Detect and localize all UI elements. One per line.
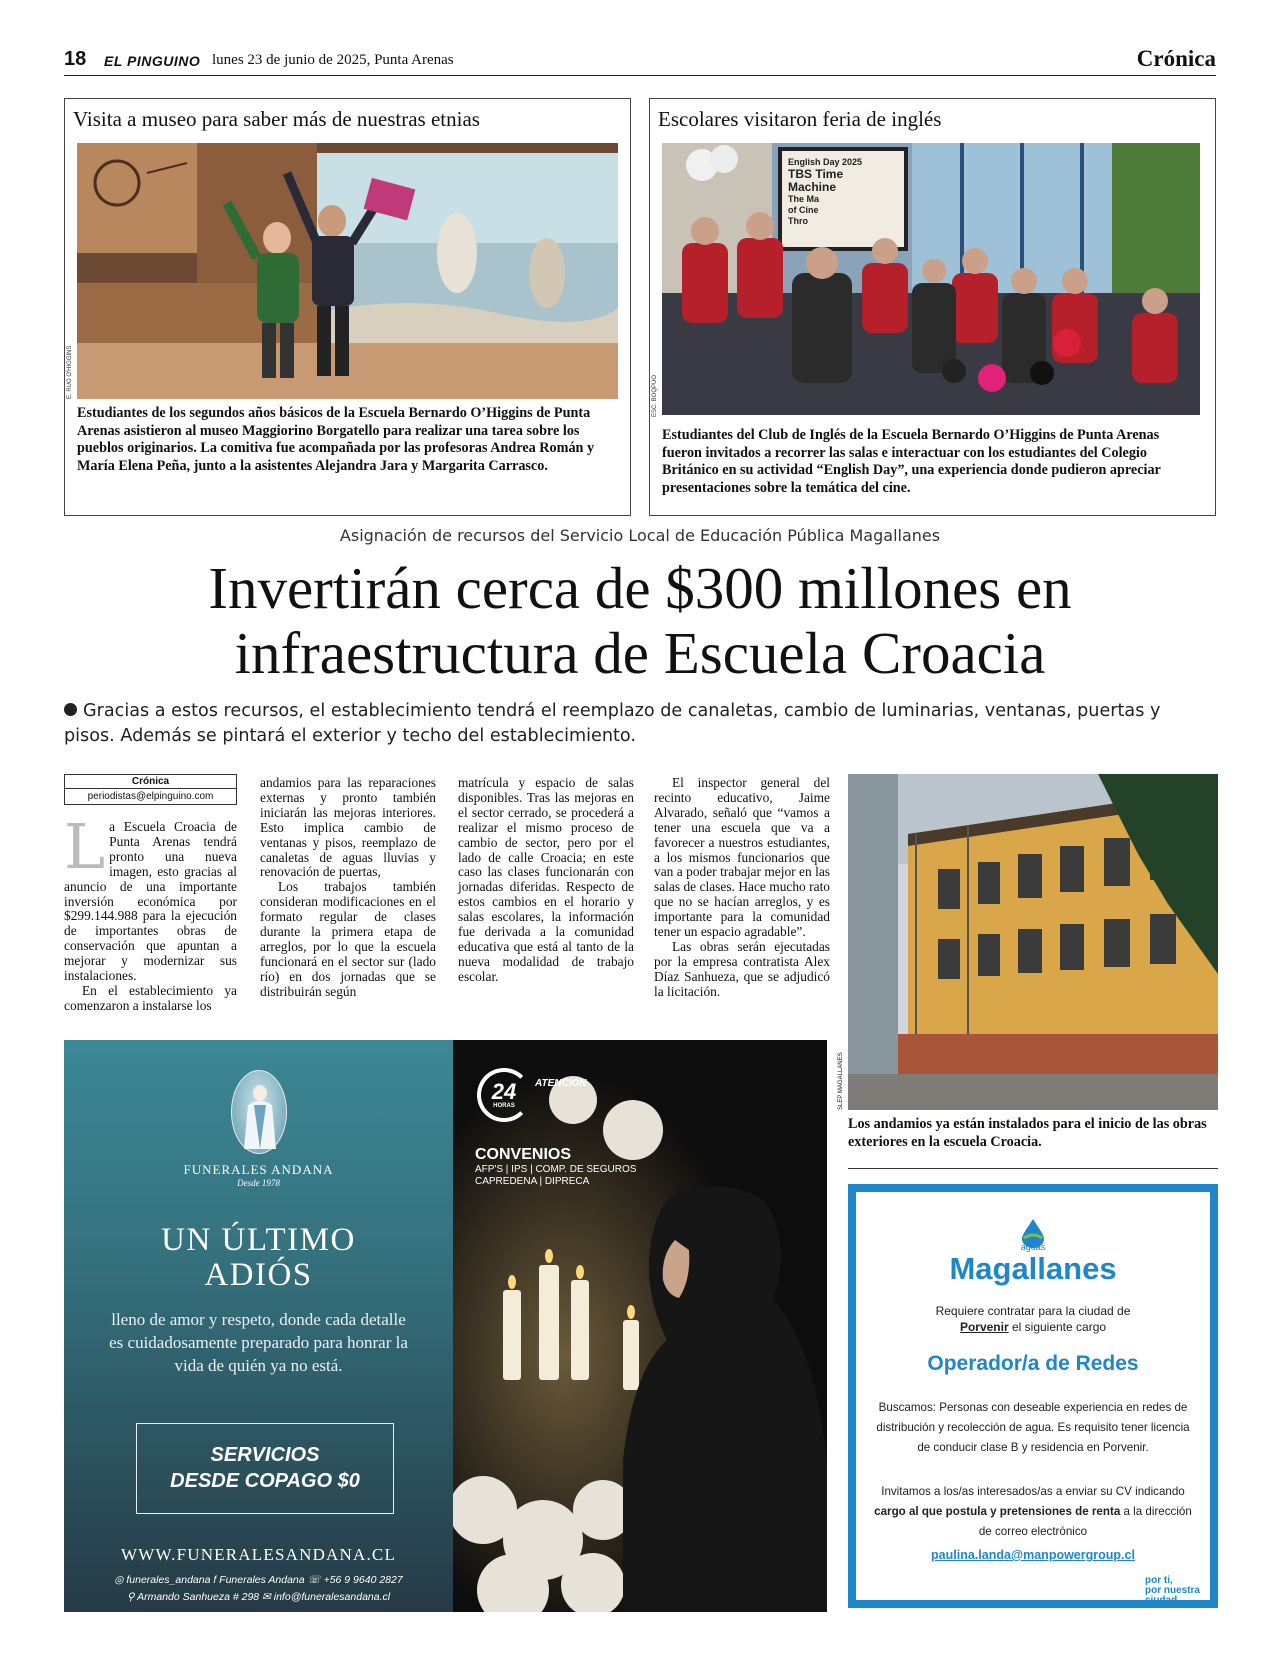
article-paragraph: andamios para las reparaciones externas y pronto también iniciarán las mejoras interiores. Esto implica cambio de ventanas y pisos, reemplazo de canaletas de aguas lluvias y renovación de puertas, xyxy=(260,775,436,880)
article-paragraph: Los trabajos también consideran modificaciones en el formato regular de clases durante la primera etapa de arreglos, por lo que la escuela funcionará en el sector sur (lado río) en dos jornadas que se distribuirán según xyxy=(260,879,436,999)
drop-cap: L xyxy=(64,810,106,883)
job-ad-aguas-magallanes[interactable] xyxy=(848,1184,1218,1608)
byline-section: Crónica xyxy=(65,775,236,789)
poster-line: TBS Time xyxy=(788,167,844,181)
poster-line: English Day 2025 xyxy=(788,157,863,167)
school-photo xyxy=(848,774,1218,1110)
funeral-ad[interactable] xyxy=(64,1040,827,1612)
funeral-ad-text: lleno de amor y respeto, donde cada detalle es cuidadosamente preparado para honrar la vida de quién ya no está. xyxy=(109,1310,408,1375)
divider xyxy=(848,1168,1218,1169)
article-headline xyxy=(64,556,1216,686)
job-city: Porvenir el siguiente cargo xyxy=(959,1320,1107,1334)
article-lead xyxy=(64,699,1216,749)
job-description: Buscamos: Personas con deseable experiencia en redes de distribución y recolección de agua. Es requisito tener licencia de conducir clase B y residencia en Porvenir. xyxy=(876,1401,1190,1454)
funeral-ad-panel xyxy=(64,1040,453,1612)
page-header xyxy=(64,46,1216,76)
headline-line: infraestructura de Escuela Croacia xyxy=(234,620,1046,686)
newspaper-logo: EL PINGUINO xyxy=(104,53,201,69)
photo-box-museum xyxy=(64,98,631,516)
english-fair-photo xyxy=(662,143,1200,415)
headline-line: Invertirán cerca de $300 millones en xyxy=(208,555,1072,621)
museum-photo xyxy=(77,143,618,399)
funeral-ad-title: UN ÚLTIMO ADIÓS xyxy=(161,1222,356,1293)
article-kicker: Asignación de recursos del Servicio Local de Educación Pública Magallanes xyxy=(339,526,941,545)
poster-line: Thro xyxy=(788,216,808,226)
article-paragraph: El inspector general del recinto educativo, Jaime Alvarado, señaló que “vamos a tener una escuela que va a favorecer a nuestros estudiantes, a los mismos funcionarios que van a poder trabajar mejor en las salas de clases. Hace mucho rato que no se hacían arreglos, y es importante para la comunidad tener un espacio agradable”. xyxy=(654,775,830,940)
byline-box xyxy=(64,774,237,805)
photo-box-english-fair xyxy=(649,98,1216,516)
date-line: lunes 23 de junio de 2025, Punta Arenas xyxy=(212,52,454,68)
english-fair-photo-image xyxy=(662,143,1200,415)
funeral-brand: FUNERALES ANDANA xyxy=(183,1162,334,1177)
funeral-website-link[interactable]: WWW.FUNERALESANDANA.CL xyxy=(120,1545,397,1564)
photo-caption: Estudiantes del Club de Inglés de la Escuela Bernardo O’Higgins de Punta Arenas fueron invitados a recorrer las salas e interactuar con los estudiantes del Colegio Británico en su actividad “English Day”, una experiencia donde pudieron apreciar presentaciones sobre la temática del cine. xyxy=(662,427,1161,496)
article-paragraph: La Escuela Croacia de Punta Arenas tendrá pronto una nueva imagen, esto gracias al anuncio de una importante inversión económica por $299.144.988 para la ejecución de importantes obras de conservación que apuntan a mejorar y modernizar sus instalaciones. xyxy=(64,810,237,984)
job-invitation: Invitamos a los/as interesados/as a enviar su CV indicando cargo al que postula y pretensiones de renta a la dirección de correo electrónico xyxy=(874,1485,1192,1538)
poster-line: Machine xyxy=(788,180,837,194)
article-column-1 xyxy=(64,810,237,1014)
article-column-3 xyxy=(458,776,634,985)
job-email-link[interactable]: paulina.landa@manpowergroup.cl xyxy=(931,1548,1135,1562)
lead-text: Gracias a estos recursos, el establecimiento tendrá el reemplazo de canaletas, cambio de luminarias, ventanas, puertas y pisos. Además se pintará el exterior y techo del establecimiento. xyxy=(64,701,1161,746)
article-column-4 xyxy=(654,776,830,1000)
section-title: Crónica xyxy=(1136,46,1216,71)
article-paragraph: Las obras serán ejecutadas por la empresa contratista Alex Díaz Sanhueza, que se adjudicó la licitación. xyxy=(654,938,830,999)
brand-magallanes: Magallanes xyxy=(949,1251,1117,1286)
photo-credit: SLEP MAGALLANES xyxy=(838,1052,844,1110)
job-intro: Requiere contratar para la ciudad de xyxy=(935,1304,1131,1318)
byline-email[interactable]: periodistas@elpinguino.com xyxy=(87,791,214,802)
museum-photo-image xyxy=(77,143,618,399)
mourning-woman-image xyxy=(453,1040,827,1612)
photo-caption: Estudiantes de los segundos años básicos de la Escuela Bernardo O’Higgins de Punta Arenas asistieron al museo Maggiorino Borgatello para realizar una tarea sobre los pueblos originarios. La comitiva fue acompañada por las profesoras Andrea Román y María Elena Peña, junto a la asistentes Alejandra Jara y Margarita Carrasco. xyxy=(77,405,595,474)
photo-credit: E. RUO O'HIGGINS xyxy=(67,345,73,399)
funeral-since: Desde 1978 xyxy=(237,1178,280,1188)
brand-aguas: aguas xyxy=(1020,1242,1046,1252)
article-paragraph: En el establecimiento ya comenzaron a instalarse los xyxy=(64,982,237,1013)
agreements: CONVENIOS AFP'S | IPS | COMP. DE SEGUROS CAPREDENA | DIPRECA xyxy=(475,1146,637,1187)
page-number: 18 xyxy=(64,48,87,70)
job-slogan: por ti, por nuestra ciudad xyxy=(1144,1575,1200,1606)
school-photo-image xyxy=(848,774,1218,1110)
photo-credit: ESC. BOQPUO xyxy=(652,374,658,417)
funeral-contact-address: ⚲ Armando Sanhueza # 298 ✉ info@funeralesandana.cl xyxy=(126,1591,391,1603)
photo-box-title: Escolares visitaron feria de inglés xyxy=(658,107,942,131)
article-paragraph: matrícula y espacio de salas disponibles. Tras las mejoras en el sector cerrado, se procederá a realizar el mismo proceso de cambio de sector, pero por el lado de calle Croacia; en este caso las clases funcionarán con jornadas diferidas. Respecto de estos cambios en el horario y salas escolares, la información fue derivada a la comunidad educativa que está al tanto de la nueva modalidad de trabajo escolar. xyxy=(458,775,634,984)
photo-box-title: Visita a museo para saber más de nuestras etnias xyxy=(73,107,480,131)
poster-line: The Ma xyxy=(788,194,820,204)
funeral-ad-photo: 24 HORAS ATENCIÓN CONVENIOS AFP'S | IPS | COMP. DE SEGUROS CAPREDENA | DIPRECA xyxy=(453,1040,827,1612)
english-day-poster xyxy=(788,157,898,227)
services-box: SERVICIOS DESDE COPAGO $0 xyxy=(136,1423,394,1514)
bullet-icon xyxy=(64,703,77,716)
photo-caption: Los andamios ya están instalados para el inicio de las obras exteriores en la escuela Croacia. xyxy=(848,1116,1207,1150)
article-column-2 xyxy=(260,776,436,1000)
funeral-contact-social: ◎ funerales_andana f Funerales Andana ☏ +56 9 9640 2827 xyxy=(114,1574,403,1586)
poster-line: of Cine xyxy=(788,205,819,215)
virgin-logo-icon xyxy=(231,1070,287,1154)
job-role: Operador/a de Redes xyxy=(927,1352,1139,1375)
